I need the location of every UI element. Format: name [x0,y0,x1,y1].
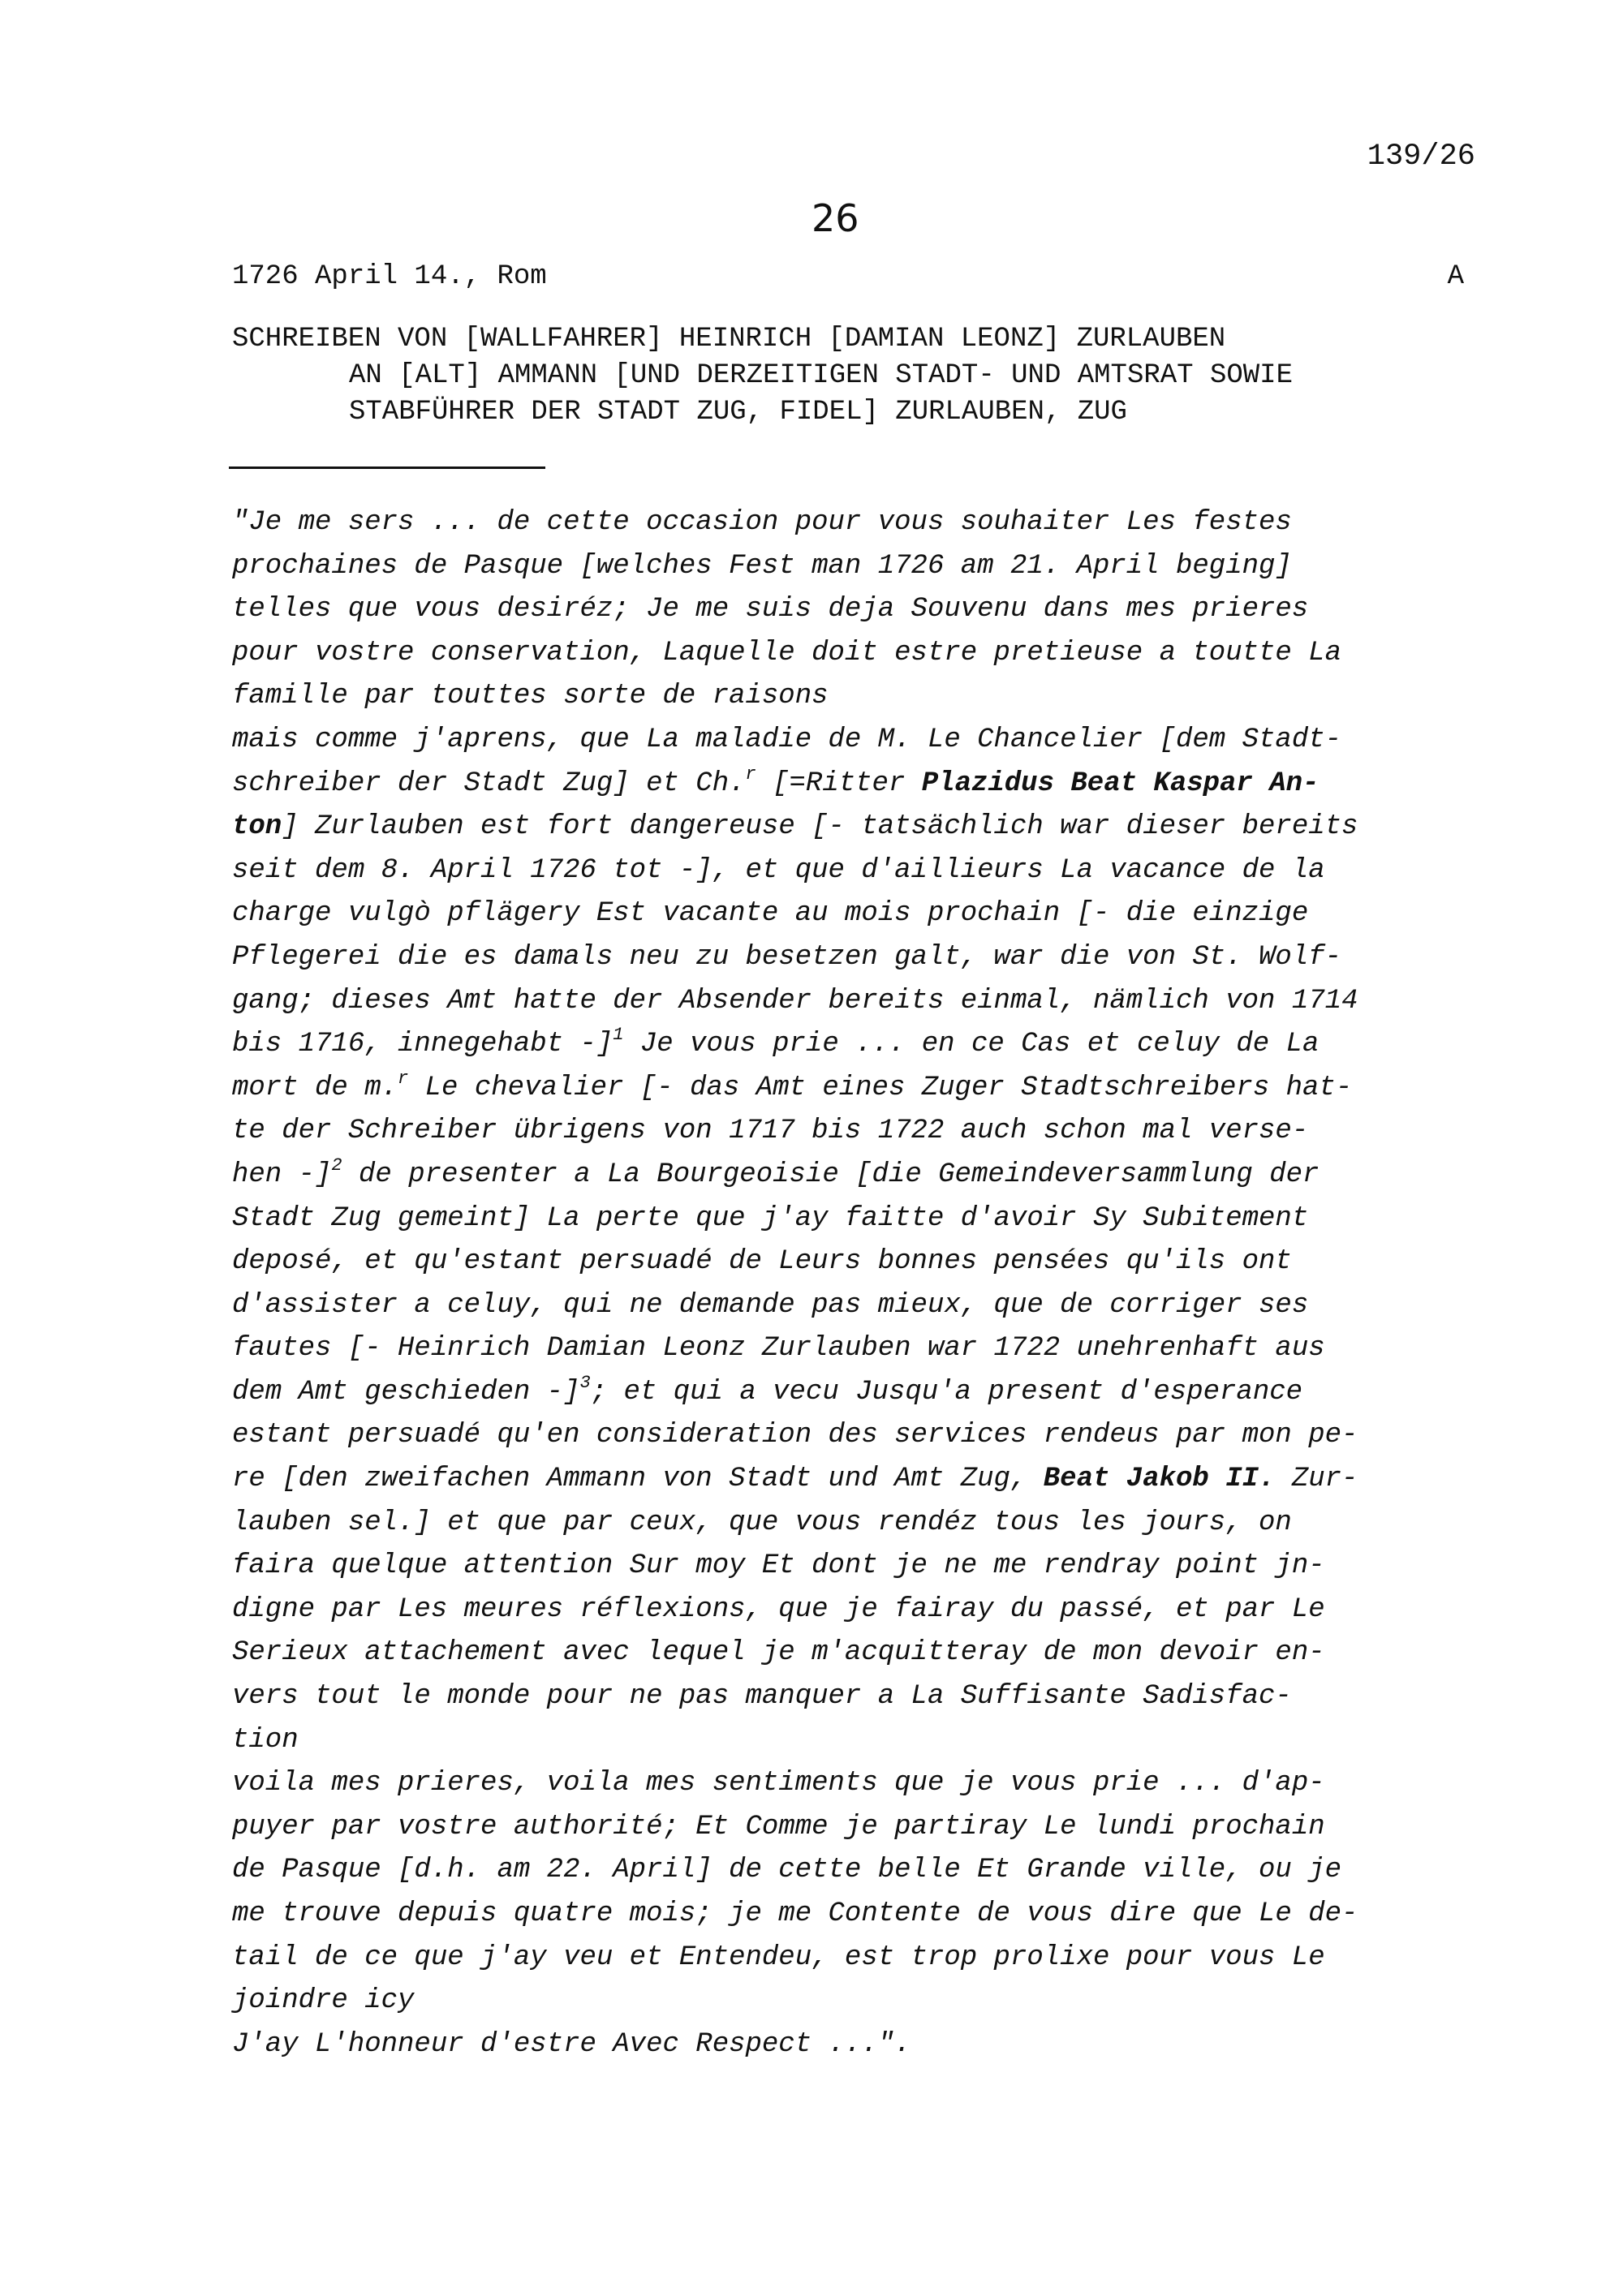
body-line: tion [232,1724,299,1756]
separator-rule [229,467,545,469]
document-heading [232,321,1482,431]
body-line: de Pasque [d.h. am 22. April] de cette belle Et Grande ville, ou je [232,1855,1342,1886]
body-text: Le chevalier [- das Amt eines Zuger Stadtschreibers hat- [408,1072,1353,1103]
body-text: re [den zweifachen Ammann von Stadt und Amt Zug, [232,1464,1044,1495]
footnote-marker: r [398,1068,409,1089]
heading-line: SCHREIBEN VON [WALLFAHRER] HEINRICH [DAMIAN LEONZ] ZURLAUBEN [232,324,1226,355]
body-line [232,1023,1498,1067]
body-line: estant persuadé qu'en consideration des services rendeus par mon pe- [232,1420,1358,1451]
body-line: te der Schreiber übrigens von 1717 bis 1722 auch schon mal verse- [232,1116,1309,1147]
body-line: "Je me sers ... de cette occasion pour vous souhaiter Les festes [232,507,1292,538]
footnote-marker: 2 [331,1154,342,1176]
body-line [232,1154,1498,1197]
page-reference: 139/26 [1367,140,1475,174]
body-text: dem Amt geschieden -] [232,1376,580,1408]
body-line: faira quelque attention Sur moy Et dont je ne me rendray point jn- [232,1550,1325,1582]
body-text: Zur- [1275,1464,1358,1495]
body-line: seit dem 8. April 1726 tot -], et que d'aillieurs La vacance de la [232,854,1325,886]
body-text: mort de m. [232,1072,398,1103]
body-text: hen -] [232,1159,332,1190]
body-text: ] Zurlauben est fort dangereuse [- tatsächlich war dieser bereits [282,811,1358,843]
body-text: de presenter a La Bourgeoisie [die Gemeindeversammlung der [342,1159,1319,1190]
body-line: joindre icy [232,1985,415,2017]
body-text: schreiber der Stadt Zug] et Ch. [232,767,746,799]
body-line: telles que vous desiréz; Je me suis deja Souvenu dans mes prieres [232,594,1309,626]
body-line: mais comme j'aprens, que La maladie de M. Le Chancelier [dem Stadt- [232,724,1342,755]
heading-line: AN [ALT] AMMANN [UND DERZEITIGEN STADT- UND AMTSRAT SOWIE [349,360,1293,391]
letter-body [232,501,1498,2066]
body-line: prochaines de Pasque [welches Fest man 1726 am 21. April beging] [232,550,1292,582]
body-line: digne par Les meures réflexions, que je fairay du passé, et par Le [232,1593,1325,1625]
body-text: Je vous prie ... en ce Cas et celuy de La [623,1029,1319,1060]
body-line: tail de ce que j'ay veu et Entendeu, est trop prolixe pour vous Le [232,1941,1325,1973]
body-line: lauben sel.] et que par ceux, que vous rendéz tous les jours, on [232,1507,1292,1538]
person-name: Plazidus Beat Kaspar An- [921,767,1319,799]
body-line: deposé, et qu'estant persuadé de Leurs bonnes pensées qu'ils ont [232,1246,1292,1278]
body-line: voila mes prieres, voila mes sentiments que je vous prie ... d'ap- [232,1768,1325,1799]
footnote-marker: 3 [579,1372,591,1393]
body-line: Pflegerei die es damals neu zu besetzen galt, war die von St. Wolf- [232,941,1342,973]
document-number: 26 [812,196,859,240]
footnote-marker: 1 [613,1025,624,1046]
body-line [232,1371,1498,1415]
heading-line: STABFÜHRER DER STADT ZUG, FIDEL] ZURLAUBEN, ZUG [349,397,1127,428]
body-line: charge vulgò pflägery Est vacante au mois prochain [- die einzige [232,898,1309,930]
body-line: pour vostre conservation, Laquelle doit estre pretieuse a toutte La [232,637,1342,669]
body-line: vers tout le monde pour ne pas manquer a La Suffisante Sadisfac- [232,1681,1292,1713]
body-line: d'assister a celuy, qui ne demande pas mieux, que de corriger ses [232,1289,1309,1321]
body-line [232,806,1498,849]
body-line: fautes [- Heinrich Damian Leonz Zurlauben war 1722 unehrenhaft aus [232,1333,1325,1365]
person-name: Beat Jakob II. [1043,1464,1276,1495]
document-letter: A [1447,261,1464,292]
body-line: gang; dieses Amt hatte der Absender bereits einmal, nämlich von 1714 [232,985,1358,1017]
body-line [232,1458,1498,1502]
body-line: me trouve depuis quatre mois; je me Contente de vous dire que Le de- [232,1898,1358,1929]
date-place: 1726 April 14., Rom [232,261,547,292]
body-line: J'ay L'honneur d'estre Avec Respect ...". [232,2028,911,2060]
body-line [232,1067,1498,1111]
body-line [232,763,1498,806]
body-text: bis 1716, innegehabt -] [232,1029,613,1060]
body-text: ; et qui a vecu Jusqu'a present d'esperance [590,1376,1303,1408]
body-line: famille par touttes sorte de raisons [232,681,829,712]
body-text: [=Ritter [756,767,922,799]
footnote-marker: r [745,763,756,785]
body-line: Stadt Zug gemeint] La perte que j'ay faitte d'avoir Sy Subitement [232,1202,1309,1234]
person-name: ton [232,811,282,843]
body-line: Serieux attachement avec lequel je m'acquitteray de mon devoir en- [232,1637,1325,1669]
body-line: puyer par vostre authorité; Et Comme je partiray Le lundi prochain [232,1811,1325,1842]
